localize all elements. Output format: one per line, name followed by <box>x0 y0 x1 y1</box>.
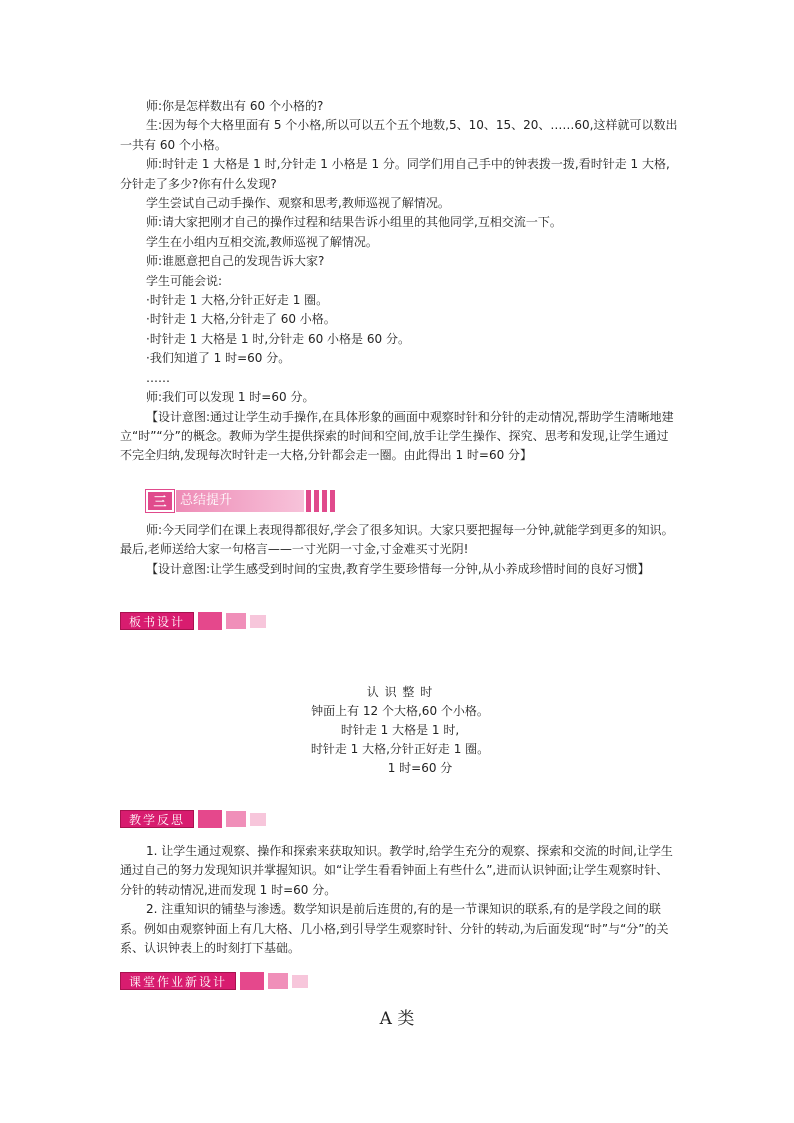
board-line: 时针走 1 大格是 1 时, <box>340 723 460 737</box>
teacher-summary: 师:我们可以发现 1 时=60 分。 <box>146 390 315 405</box>
tag-label: 课堂作业新设计 <box>120 972 236 990</box>
list-item: ·时针走 1 大格是 1 时,分针走 60 小格是 60 分。 <box>146 331 410 346</box>
paragraph: 师:请大家把刚才自己的操作过程和结果告诉小组里的其他同学,互相交流一下。 <box>146 215 562 230</box>
section-header-summary <box>146 490 340 512</box>
board-content <box>250 683 550 778</box>
design-intent: 【设计意图:通过让学生动手操作,在具体形象的画面中观察时针和分针的走动情况,帮助学生清晰地建立“时”“分”的概念。教师为学生提供探索的时间和空间,放手让学生操作、探究、思考和发现,让学生通过不完全归纳,发现每次时针走一大格,分针都会走一圈。由此得出 1 时=60 分】 <box>120 409 674 463</box>
list-item: ·时针走 1 大格,分针正好走 1 圈。 <box>146 293 329 308</box>
decor-square <box>226 613 246 629</box>
list-item: ·时针走 1 大格,分针走了 60 小格。 <box>146 312 336 327</box>
design-intent: 【设计意图:让学生感受到时间的宝贵,教育学生要珍惜每一分钟,从小养成珍惜时间的良好习惯】 <box>146 561 650 576</box>
paragraph: 生:因为每个大格里面有 5 个小格,所以可以五个五个地数,5、10、15、20、……60,这样就可以数出一共有 60 个小格。 <box>120 118 678 152</box>
paragraph: 1. 让学生通过观察、操作和探索来获取知识。教学时,给学生充分的观察、探索和交流的时间,让学生通过自己的努力发现知识并掌握知识。如“让学生看看钟面上有些什么”,进而认识钟面;让学生观察时针、分针的转动情况,进而发现 1 时=60 分。 <box>120 844 673 897</box>
board-line: 钟面上有 12 个大格,60 个小格。 <box>311 704 489 718</box>
homework-tag <box>120 972 308 990</box>
paragraph: 学生在小组内互相交流,教师巡视了解情况。 <box>146 234 378 249</box>
board-title: 认 识 整 时 <box>366 685 434 699</box>
section-number: 三 <box>146 490 174 512</box>
paragraph: 学生可能会说: <box>146 273 223 288</box>
decorative-stripes <box>306 490 346 512</box>
decor-square <box>240 972 264 990</box>
decor-square <box>226 811 246 827</box>
decor-square <box>268 973 288 989</box>
paragraph: 学生尝试自己动手操作、观察和思考,教师巡视了解情况。 <box>146 196 450 211</box>
decor-square <box>250 813 266 826</box>
reflection-tag <box>120 810 266 828</box>
decor-square <box>292 975 308 988</box>
decor-square <box>250 615 266 628</box>
tag-label: 板书设计 <box>120 612 194 630</box>
tag-label: 教学反思 <box>120 810 194 828</box>
reflection-body <box>120 842 680 958</box>
paragraph: 2. 注重知识的铺垫与渗透。数学知识是前后连贯的,有的是一节课知识的联系,有的是学段之间的联系。例如由观察钟面上有几大格、几小格,到引导学生观察时针、分针的转动,为后面发现“时”与“分”的关系、认识钟表上的时刻打下基础。 <box>120 902 669 956</box>
board-line: 时针走 1 大格,分针正好走 1 圈。 <box>310 742 490 756</box>
paragraph: 师:你是怎样数出有 60 个小格的? <box>146 99 324 113</box>
decor-square <box>198 810 222 828</box>
section-summary-body <box>120 521 680 579</box>
list-item: ·我们知道了 1 时=60 分。 <box>146 351 291 366</box>
decor-square <box>198 612 222 630</box>
board-design-tag <box>120 612 266 630</box>
class-a-heading: A 类 <box>379 1009 415 1029</box>
paragraph: 师:谁愿意把自己的发现告诉大家? <box>146 254 325 269</box>
ellipsis: …… <box>146 370 170 385</box>
board-line: 1 时=60 分 <box>387 761 453 775</box>
teaching-dialogue <box>120 97 680 466</box>
paragraph: 师:今天同学们在课上表现得都很好,学会了很多知识。大家只要把握每一分钟,就能学到更多的知识。最后,老师送给大家一句格言——一寸光阴一寸金,寸金难买寸光阴! <box>120 523 674 557</box>
section-title: 总结提升 <box>176 490 304 512</box>
paragraph: 师:时针走 1 大格是 1 时,分针走 1 小格是 1 分。同学们用自己手中的钟表拨一拨,看时针走 1 大格,分针走了多少?你有什么发现? <box>120 157 670 191</box>
